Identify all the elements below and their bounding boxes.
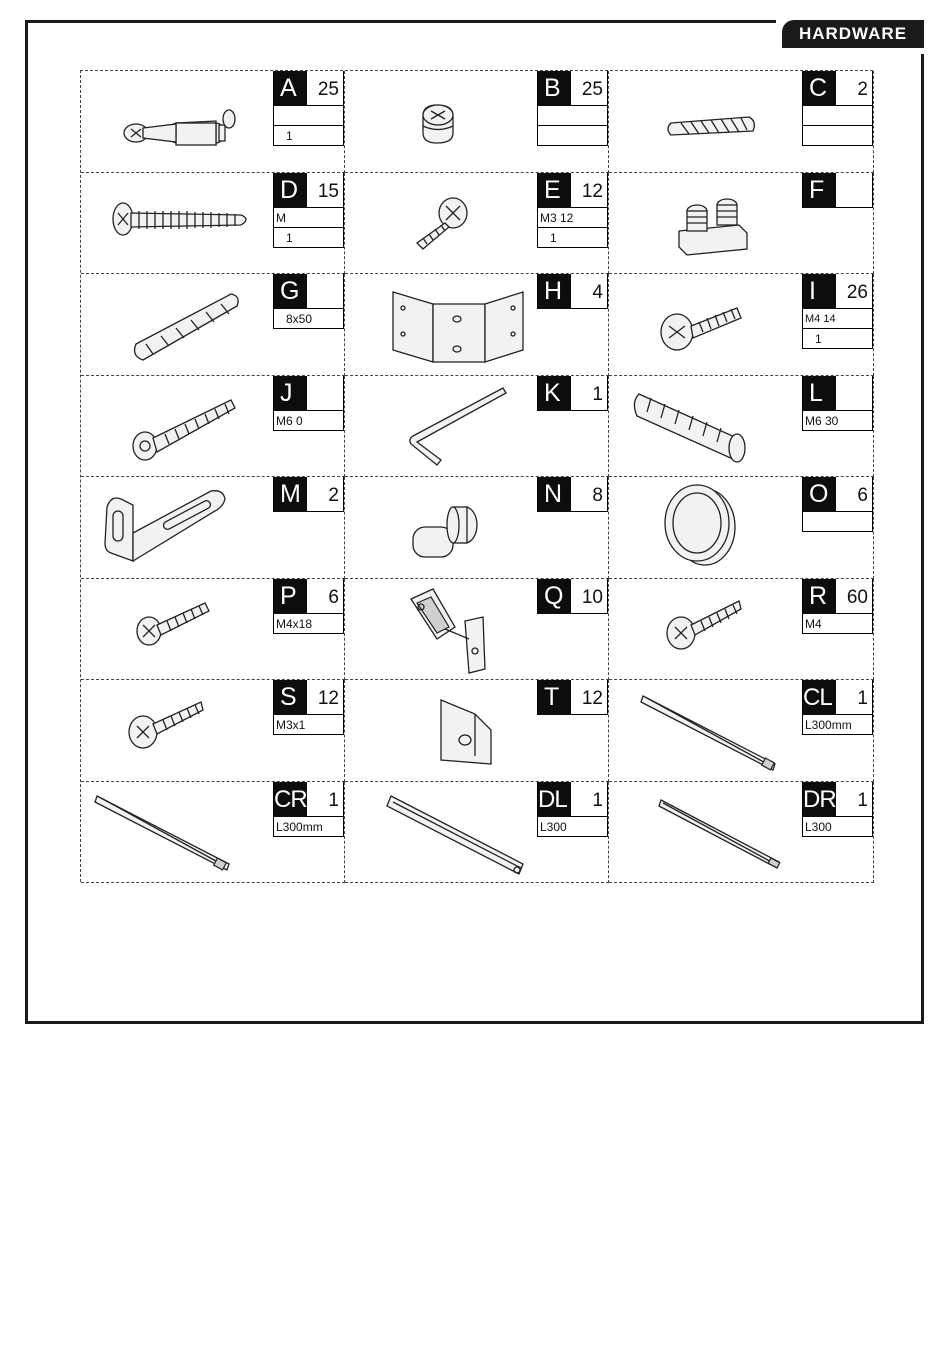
item-label-box bbox=[802, 477, 873, 532]
item-label-box bbox=[802, 71, 873, 146]
hardware-item-e bbox=[345, 173, 609, 275]
item-code: M bbox=[274, 477, 307, 512]
item-qty: 12 bbox=[571, 680, 608, 714]
hardware-item-o bbox=[609, 477, 874, 579]
item-code: CR bbox=[274, 782, 307, 817]
item-qty bbox=[307, 376, 344, 410]
item-qty: 12 bbox=[571, 173, 608, 207]
item-code: A bbox=[274, 71, 307, 106]
item-code: Q bbox=[538, 579, 571, 614]
item-qty: 25 bbox=[571, 71, 608, 105]
hardware-item-m bbox=[81, 477, 345, 579]
item-label-box bbox=[802, 680, 873, 735]
hardware-item-n bbox=[345, 477, 609, 579]
item-spec: 8x50 bbox=[274, 309, 344, 329]
hardware-item-c bbox=[609, 71, 874, 173]
item-code: F bbox=[803, 173, 836, 208]
item-label-box bbox=[802, 173, 873, 208]
item-qty: 6 bbox=[836, 477, 873, 511]
item-label-box bbox=[802, 579, 873, 634]
item-label-box bbox=[802, 376, 873, 431]
item-code: J bbox=[274, 376, 307, 411]
item-spec: M3 12 bbox=[538, 208, 608, 228]
item-spec: L300 bbox=[803, 817, 873, 837]
item-label-box bbox=[537, 376, 608, 411]
hardware-item-p bbox=[81, 579, 345, 681]
hardware-item-d bbox=[81, 173, 345, 275]
item-label-box bbox=[537, 579, 608, 614]
hardware-item-a bbox=[81, 71, 345, 173]
hardware-tab bbox=[776, 14, 936, 54]
item-label-box bbox=[537, 477, 608, 512]
item-label-box bbox=[537, 173, 608, 248]
item-code: P bbox=[274, 579, 307, 614]
item-spec: M3x1 bbox=[274, 715, 344, 735]
item-qty: 60 bbox=[836, 579, 873, 613]
hardware-item-cl bbox=[609, 680, 874, 782]
item-code: DR bbox=[803, 782, 836, 817]
item-code: H bbox=[538, 274, 571, 309]
hardware-item-s bbox=[81, 680, 345, 782]
item-spec bbox=[274, 106, 344, 126]
item-code: N bbox=[538, 477, 571, 512]
item-spec-2: 1 bbox=[803, 329, 873, 349]
item-code: B bbox=[538, 71, 571, 106]
item-spec: M4 bbox=[803, 614, 873, 634]
item-spec: M6 0 bbox=[274, 411, 344, 431]
item-spec-2: 1 bbox=[274, 126, 344, 146]
hardware-item-h bbox=[345, 274, 609, 376]
item-spec-2: 1 bbox=[274, 228, 344, 248]
item-code: G bbox=[274, 274, 307, 309]
hardware-item-j bbox=[81, 376, 345, 478]
item-qty: 2 bbox=[307, 477, 344, 511]
item-spec: M6 30 bbox=[803, 411, 873, 431]
hardware-item-dl bbox=[345, 782, 609, 884]
hardware-item-dr bbox=[609, 782, 874, 884]
item-spec-2: 1 bbox=[538, 228, 608, 248]
item-label-box bbox=[273, 477, 344, 512]
item-spec: M4x18 bbox=[274, 614, 344, 634]
item-qty bbox=[836, 376, 873, 410]
item-qty: 1 bbox=[571, 376, 608, 410]
hardware-item-b bbox=[345, 71, 609, 173]
hardware-item-q bbox=[345, 579, 609, 681]
item-qty: 26 bbox=[836, 274, 873, 308]
item-label-box bbox=[273, 782, 344, 837]
item-qty: 4 bbox=[571, 274, 608, 308]
item-qty: 1 bbox=[836, 680, 873, 714]
item-spec bbox=[803, 512, 873, 532]
item-spec: M bbox=[274, 208, 344, 228]
item-label-box bbox=[537, 274, 608, 309]
item-code: R bbox=[803, 579, 836, 614]
item-code: K bbox=[538, 376, 571, 411]
item-label-box bbox=[537, 782, 608, 837]
hardware-item-f bbox=[609, 173, 874, 275]
item-code: DL bbox=[538, 782, 571, 817]
hardware-item-t bbox=[345, 680, 609, 782]
hardware-item-cr bbox=[81, 782, 345, 884]
item-qty: 15 bbox=[307, 173, 344, 207]
item-label-box bbox=[273, 274, 344, 329]
item-label-box bbox=[802, 274, 873, 349]
item-code: I bbox=[803, 274, 836, 309]
item-spec-2 bbox=[803, 126, 873, 146]
item-spec bbox=[803, 106, 873, 126]
item-code: E bbox=[538, 173, 571, 208]
item-qty: 1 bbox=[836, 782, 873, 816]
item-qty: 1 bbox=[571, 782, 608, 816]
item-spec: L300mm bbox=[274, 817, 344, 837]
item-label-box bbox=[537, 71, 608, 146]
hardware-item-l bbox=[609, 376, 874, 478]
item-code: C bbox=[803, 71, 836, 106]
item-qty: 12 bbox=[307, 680, 344, 714]
hardware-tab-label: HARDWARE bbox=[782, 20, 924, 48]
item-qty bbox=[836, 173, 873, 207]
item-qty: 1 bbox=[307, 782, 344, 816]
item-spec: L300 bbox=[538, 817, 608, 837]
item-label-box bbox=[273, 173, 344, 248]
item-qty: 6 bbox=[307, 579, 344, 613]
item-qty: 2 bbox=[836, 71, 873, 105]
item-spec: M4 14 bbox=[803, 309, 873, 329]
item-label-box bbox=[273, 579, 344, 634]
item-qty: 25 bbox=[307, 71, 344, 105]
item-label-box bbox=[273, 376, 344, 431]
item-spec: L300mm bbox=[803, 715, 873, 735]
hardware-grid bbox=[80, 70, 873, 882]
item-code: T bbox=[538, 680, 571, 715]
item-spec-2 bbox=[538, 126, 608, 146]
item-label-box bbox=[273, 680, 344, 735]
item-label-box bbox=[273, 71, 344, 146]
hardware-item-i bbox=[609, 274, 874, 376]
item-label-box bbox=[802, 782, 873, 837]
item-code: S bbox=[274, 680, 307, 715]
item-code: D bbox=[274, 173, 307, 208]
item-qty: 8 bbox=[571, 477, 608, 511]
item-code: L bbox=[803, 376, 836, 411]
hardware-item-k bbox=[345, 376, 609, 478]
item-code: O bbox=[803, 477, 836, 512]
item-spec bbox=[538, 106, 608, 126]
hardware-item-g bbox=[81, 274, 345, 376]
item-label-box bbox=[537, 680, 608, 715]
item-qty: 10 bbox=[571, 579, 608, 613]
item-code: CL bbox=[803, 680, 836, 715]
hardware-item-r bbox=[609, 579, 874, 681]
item-qty bbox=[307, 274, 344, 308]
